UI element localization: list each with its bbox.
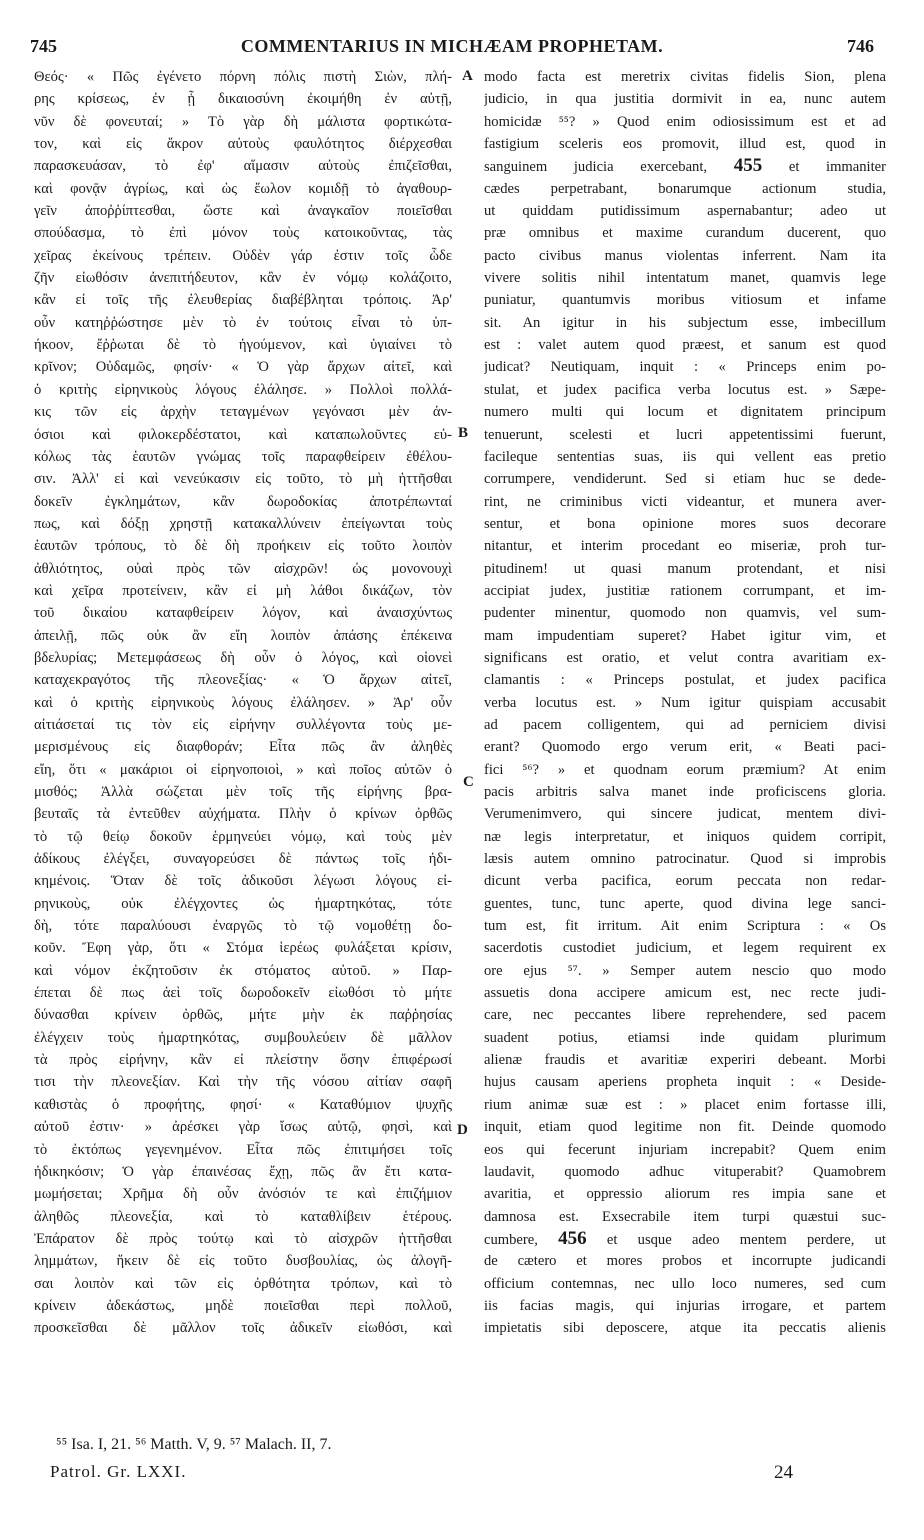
greek-text-line: κἂν εἰ τοῖς τῆς ἐλευθερίας διαβέβληται τρόποις. Ἀρ': [34, 292, 452, 309]
greek-text-line: ὁ κριτὴς εἰρηνικοὺς λόγους ἐλάλησε. » Πολλοὶ πολλά-: [34, 381, 452, 398]
latin-text-line: cædes perpetrabant, bonarumque actionum studia,: [484, 180, 886, 197]
page-number-left: 745: [30, 36, 57, 56]
latin-text-line: ad pacem colligentem, qui ad perniciem divisi: [484, 716, 886, 733]
greek-text-line: ἀθλιότητος, οὐαὶ πρὸς τῶν αἰσχρῶν! ὡς μονονουχὶ: [34, 560, 452, 577]
greek-text-line: ζῆν εἰωθόσιν ἀνεπιτήδευτον, κἂν ἐν νόμῳ κολάζοιτο,: [34, 270, 452, 287]
latin-text-line: tenuerunt, scelesti et lucri appetentissimi fuerunt,: [484, 426, 886, 443]
latin-text-line: cumbere, 456 et usque adeo mentem perdere, ut: [484, 1227, 886, 1249]
latin-text-line: erant? Quomodo ergo verum erit, « Beati paci-: [484, 739, 886, 756]
latin-text-line: sanguinem judicia exercebant, 455 et immaniter: [484, 155, 886, 177]
greek-text-line: κοῦν. Ἔφη γὰρ, ὅτι « Στόμα ἱερέως φυλάξεται κρίσιν,: [34, 940, 452, 957]
greek-text-line: παρασκευάσαν, τὸ ἐφ' αἵμασιν αὐτοὺς ἐπιζεῖσθαι,: [34, 158, 452, 175]
greek-text-line: κρίνειν ἀδεκάστως, μηδὲ ποιεῖσθαι περὶ πολλοῦ,: [34, 1297, 452, 1314]
greek-text-line: νῦν δὲ φονευταί; » Τὸ γὰρ δὴ μάλιστα φορτικώτα-: [34, 113, 452, 130]
latin-text-line: rium animæ suæ est : » placet enim fortasse illi,: [484, 1096, 886, 1113]
greek-text-line: όσιοι καὶ φιλοκερδέστατοι, καὶ καταπωλοῦντες εὐ-: [34, 426, 452, 443]
greek-text-line: λημμάτων, ἥκειν δὲ εἰς τοῦτο δυσβουλίας, ὡς ἀλογῆ-: [34, 1253, 452, 1270]
latin-text-line: impietatis sibi deposcere, atque ita peccatis alienis: [484, 1320, 886, 1337]
latin-text-line: pacto civibus manus violentas inferrent. Nam ita: [484, 247, 886, 264]
greek-text-line: χεῖρας ἐκείνους τρέπειν. Οὐδὲν γάρ ἐστιν τοῖς ὧδε: [34, 247, 452, 264]
latin-text-line: pudenter minentur, quomodo non quamvis, vel sum-: [484, 605, 886, 622]
latin-text-line: tum est, fit irritum. Ait enim Scriptura : « Os: [484, 918, 886, 935]
greek-text-line: μερισμένους εἰς διαφθοράν; Εἶτα πῶς ἂν ἀληθὲς: [34, 739, 452, 756]
latin-text-line: judicio, in qua justitia dormivit in ea, nunc autem: [484, 91, 886, 108]
greek-text-line: γεῖν ἀποῤῥίπτεσθαι, ὥστε καὶ ἀναγκαῖον ποιεῖσθαι: [34, 203, 452, 220]
latin-text-line: sit. An igitur in his subjectum esse, imbecillum: [484, 314, 886, 331]
latin-text-line: numero multi qui locum et dignitatem principum: [484, 404, 886, 421]
column-number: 455: [733, 155, 763, 177]
greek-text-line: καὶ ὁ κριτὴς εἰρηνικοὺς λόγους ἐλάλησεν. » Ἀρ' οὖν: [34, 694, 452, 711]
greek-text-line: δὴ, τότε παραλύουσι ἐναργῶς τὸ τῷ νομοθέτῃ δο-: [34, 918, 452, 935]
latin-text-line: mam impudentiam superet? Habet igitur vim, et: [484, 627, 886, 644]
latin-text-line: modo facta est meretrix civitas fidelis Sion, plena: [484, 69, 886, 85]
greek-text-line: βευταῖς τὰ ἐντεῦθεν αὐχήματα. Πλὴν ὁ κρίνων ὀρθῶς: [34, 806, 452, 823]
greek-text-line: καθιστὰς ὁ προφήτης, φησί· « Καταθύμιον ψυχῆς: [34, 1096, 452, 1113]
latin-text-line: stulat, et judex pacifica verba locutus est. » Sæpe-: [484, 381, 886, 398]
greek-text-line: ήκοον, ἔῤῥωται δὲ τὸ ἡγούμενον, καὶ ὑγιαίνει τὸ: [34, 337, 452, 354]
latin-text-line: eos qui fecerunt injuriam increpabit? Quem enim: [484, 1141, 886, 1158]
collection-signature: Patrol. Gr. LXXI.: [50, 1462, 187, 1481]
greek-column: [34, 66, 452, 1340]
latin-text-line: sentur, et bona opinione mores suos decorare: [484, 515, 886, 532]
latin-text-line: damnosa est. Exsecrabile item turpi quæstui suc-: [484, 1208, 886, 1225]
latin-text-line: læsis autem omnino patrocinatur. Quod si improbis: [484, 851, 886, 868]
greek-text-line: εἴη, ὅτι « μακάριοι οἱ εἰρηνοποιοὶ, » καὶ ποῖος αὐτῶν ὁ: [34, 761, 452, 778]
greek-text-line: καταχεκραγότος τῆς πλεονεξίας· « Ὁ ἄρχων αἰτεῖ,: [34, 672, 452, 689]
margin-marker-a: A: [462, 68, 473, 84]
latin-column: [484, 66, 886, 1340]
latin-text-line: puniatur, quantumvis moribus vitiosum et infame: [484, 292, 886, 309]
greek-text-line: κημένοις. Ὅταν δὲ τοῖς ἀδικοῦσι λέγωσι λόγους εἰ-: [34, 873, 452, 890]
margin-marker-d: D: [457, 1122, 468, 1138]
latin-text-line: pacis arbitris salva manet inde proficiscens gloria.: [484, 784, 886, 800]
greek-text-line: μισθός; Ἀλλὰ σώζεται μὲν τοῖς τῆς εἰρήνης βρα-: [34, 784, 452, 800]
latin-text-line: hujus causam aperiens propheta inquit : « Deside-: [484, 1074, 886, 1091]
greek-text-line: οὖν κατηῤῥώστησε μὲν τὸ ἐν τούτοις εἶναι τὸ ὑπ-: [34, 314, 452, 331]
greek-text-line: έπεται δὲ πως ἀεὶ τοῖς δωροδοκεῖν εἰωθόσι τὸ μήτε: [34, 985, 452, 1002]
latin-text-line: est : valet autem quod præest, et sanum est quod: [484, 337, 886, 354]
latin-text-line: facileque sententias suas, iis qui vellent eas pretio: [484, 448, 886, 465]
latin-text-line: ut quiddam putidissimum aspernabantur; adeo ut: [484, 203, 886, 220]
latin-text-line: assuetis dona accipere amicum est, nec recte judi-: [484, 985, 886, 1002]
latin-text-line: judicat? Neutiquam, inquit : « Princeps enim po-: [484, 359, 886, 376]
latin-text-line: significans est oratio, et velut contra avaritiam ex-: [484, 649, 886, 666]
footnotes: ⁵⁵ Isa. I, 21. ⁵⁶ Matth. V, 9. ⁵⁷ Malach. II, 7.: [56, 1436, 332, 1453]
latin-text-line: dicunt verba pacifica, eorum peccata non redar-: [484, 873, 886, 890]
latin-text-line: rint, ne criminibus victi videantur, et munera aver-: [484, 493, 886, 510]
running-title: COMMENTARIUS IN MICHÆAM PROPHETAM.: [240, 36, 664, 56]
latin-text-line: præ omnibus et maxime curandum ducerent, quo: [484, 225, 886, 242]
greek-text-line: κις τῶν εἰς ἀρχὴν τεταγμένων γεγόνασι μὲν ἀν-: [34, 404, 452, 421]
latin-text-line: officium contemnas, nec ullo loco numeres, sed cum: [484, 1275, 886, 1292]
latin-text-line: næ legis interpretatur, et iniquos quidem corripit,: [484, 828, 886, 845]
greek-text-line: Ἐπάρατον δὲ πρὸς τούτῳ καὶ τὸ αἰσχρῶν ἡττῆσθαι: [34, 1230, 452, 1247]
margin-marker-c: C: [463, 774, 474, 790]
greek-text-line: σπούδασμα, τὸ ἐπὶ μόνον τοὺς κατοικοῦντας, τὰς: [34, 225, 452, 242]
latin-text-line: inquit, etiam quod legitime non fit. Deinde quomodo: [484, 1119, 886, 1136]
greek-text-line: τὰ πρὸς εἰρήνην, κἂν εἰ πλείστην ὅσην ἐπιφέρωσί: [34, 1052, 452, 1069]
greek-text-line: αἰτιάσεταί τις τὸν εἰς εἰρήνην συλλέγοντα τοὺς με-: [34, 716, 452, 733]
greek-text-line: αὐτοῦ ἐστιν· » ἀρέσκει γὰρ ἴσως αὐτῷ, φησὶ, καὶ: [34, 1119, 452, 1136]
latin-text-line: corrumpere, vendiderunt. Sed si etiam huc se dede-: [484, 471, 886, 488]
latin-text-line: vivere solitis nihil intentatum manet, quamvis lege: [484, 270, 886, 287]
column-number: 456: [558, 1227, 587, 1249]
greek-text-line: σιν. Ἀλλ' εἰ καὶ νενεύκασιν εἰς τοῦτο, τὸ μὴ ἡττῆσθαι: [34, 471, 452, 488]
greek-text-line: δοκεῖν ἐγκλημάτων, κἂν δωροδοκίας ἀποτρέπωνταί: [34, 493, 452, 510]
greek-text-line: τισι τὴν πλεονεξίαν. Καὶ τὴν τῆς νόσου αἰτίαν σαφῆ: [34, 1074, 452, 1091]
greek-text-line: πως, καὶ δόξῃ χρηστῇ κατακαλλύνειν ἐπείγωνται τοὺς: [34, 515, 452, 532]
greek-text-line: κόλως τὰς ἑαυτῶν γνώμας τοῖς παραφθείρειν ἐθέλου-: [34, 448, 452, 465]
greek-text-line: προσκεῖσθαι δὲ μᾶλλον τοῖς ἀδικεῖν εἰωθόσι, καὶ: [34, 1320, 452, 1337]
greek-text-line: καὶ φονᾷν ἀγρίως, καὶ ὡς ἕωλον κομιδῇ τὸ ἀγαθουρ-: [34, 180, 452, 197]
latin-text-line: ore ejus ⁵⁷. » Semper autem nescio quo modo: [484, 962, 886, 979]
signature-number: 24: [774, 1462, 793, 1483]
greek-text-line: τὸ τῷ θείῳ δοκοῦν ἑρμηνεύει νόμῳ, καὶ τοὺς μὲν: [34, 828, 452, 845]
latin-text-line: suadent potius, etiamsi inde quidam plurimum: [484, 1029, 886, 1046]
latin-text-line: Verumenimvero, qui sincere judicat, mentem divi-: [484, 806, 886, 823]
latin-text-line: accipiat judex, justitiæ rationem corrumpant, et im-: [484, 582, 886, 599]
latin-text-line: verba locutus est. » Num igitur quispiam accusabit: [484, 694, 886, 711]
greek-text-line: τὸ ἐκτόπως γεγενημένον. Εἶτα πῶς ἐπιτιμήσει τοῖς: [34, 1141, 452, 1158]
greek-text-line: ἠδικηκόσιν; Ὁ γὰρ ἐπαινέσας ἔχῃ, πῶς ἂν ἔτι κατα-: [34, 1163, 452, 1180]
greek-text-line: ἑαυτῶν τρόπους, τὸ δὲ δὴ προήκειν εἰς τοῦτο λοιπὸν: [34, 538, 452, 555]
latin-text-line: care, nec peccantes libere reprehendere, sed pacem: [484, 1007, 886, 1024]
greek-text-line: ρης κρίσεως, ἐν ᾗ δικαιοσύνη ἐκοιμήθη ἐν αὐτῇ,: [34, 91, 452, 108]
latin-text-line: sacerdotis custodiet judicium, et legem requirent ex: [484, 940, 886, 957]
greek-text-line: Θεός· « Πῶς ἐγένετο πόρνη πόλις πιστὴ Σιὼν, πλή-: [34, 69, 452, 85]
latin-text-line: pitudinem! ut quasi manum protendant, et nisi: [484, 560, 886, 577]
greek-text-line: δύνασθαι κρίνειν ὀρθῶς, μήτε μὴν ἐκ παῤῥησίας: [34, 1007, 452, 1024]
greek-text-line: καὶ χεῖρα προτείνειν, κἂν εἰ μὴ λάθοι δικάζων, τὸν: [34, 582, 452, 599]
latin-text-line: homicidæ ⁵⁵? » Quod enim odiosissimum est et ad: [484, 113, 886, 130]
latin-text-line: fastigium sceleris eos promovit, illud est, quod in: [484, 136, 886, 153]
latin-text-line: alienæ fraudis et avaritiæ experiri debeant. Morbi: [484, 1052, 886, 1069]
running-header: [30, 36, 874, 60]
greek-text-line: βδελυρίας; Μετεμφάσεως δὴ οὖν ὁ λόγος, καὶ οἱονεὶ: [34, 649, 452, 666]
greek-text-line: ἀπειλῇ, πῶς οὐκ ἂν εἴη λοιπὸν ἁπάσης ἐπέκεινα: [34, 627, 452, 644]
latin-text-line: clamantis : « Princeps postulat, et judex pacifica: [484, 672, 886, 689]
latin-text-line: laudavit, quomodo adhuc vituperabit? Quamobrem: [484, 1163, 886, 1180]
greek-text-line: σαι λοιπὸν καὶ τῶν εἰς ὀρθότητα τρόπων, καὶ τὸ: [34, 1275, 452, 1292]
greek-text-line: ρηνικοὺς, οὐκ ἐλέγχοντες ὡς ἡμαρτηκότας, τότε: [34, 895, 452, 912]
greek-text-line: κρῖνον; Οὐδαμῶς, φησίν· « Ὁ γὰρ ἄρχων αἰτεῖ, καὶ: [34, 359, 452, 376]
latin-text-line: avaritia, et oppressio aliorum res impia sane et: [484, 1186, 886, 1203]
latin-text-line: nitantur, et interim procedant eo miseriæ, proh tur-: [484, 538, 886, 555]
page-number-right: 746: [847, 36, 874, 56]
latin-text-line: fici ⁵⁶? » et quodnam eorum præmium? At enim: [484, 761, 886, 778]
latin-text-line: de cætero et mores probos et incorrupte judicandi: [484, 1253, 886, 1270]
greek-text-line: ἀδίκους ἐλέγξει, συναγορεύσει δὲ πάντως τοῖς ἠδι-: [34, 851, 452, 868]
greek-text-line: τοῦ δικαίου καταφθείρειν λόγον, καὶ ἀναισχύντως: [34, 605, 452, 622]
latin-text-line: iis facias magis, qui injurias irrogare, et partem: [484, 1297, 886, 1314]
greek-text-line: μωμήσεται; Χρῆμα δὴ οὖν ἀνόσιόν τε καὶ ἐπιζήμιον: [34, 1186, 452, 1203]
greek-text-line: ἐλέγχειν τοὺς ἡμαρτηκότας, συμβουλεύειν δὲ μᾶλλον: [34, 1029, 452, 1046]
margin-marker-b: B: [458, 425, 469, 441]
latin-text-line: guentes, tunc, tunc aperte, quod divina lege sanci-: [484, 895, 886, 912]
greek-text-line: καὶ νόμον ἐκζητοῦσιν ἐκ στόματος αὐτοῦ. » Παρ-: [34, 962, 452, 979]
greek-text-line: ἀληθῶς πλεονεξία, καὶ τὸ καταθλίβειν ἑτέρους.: [34, 1208, 452, 1225]
greek-text-line: τον, καὶ εἰς ἄκρον αὐτοὺς φαυλότητος διέρχεσθαι: [34, 136, 452, 153]
